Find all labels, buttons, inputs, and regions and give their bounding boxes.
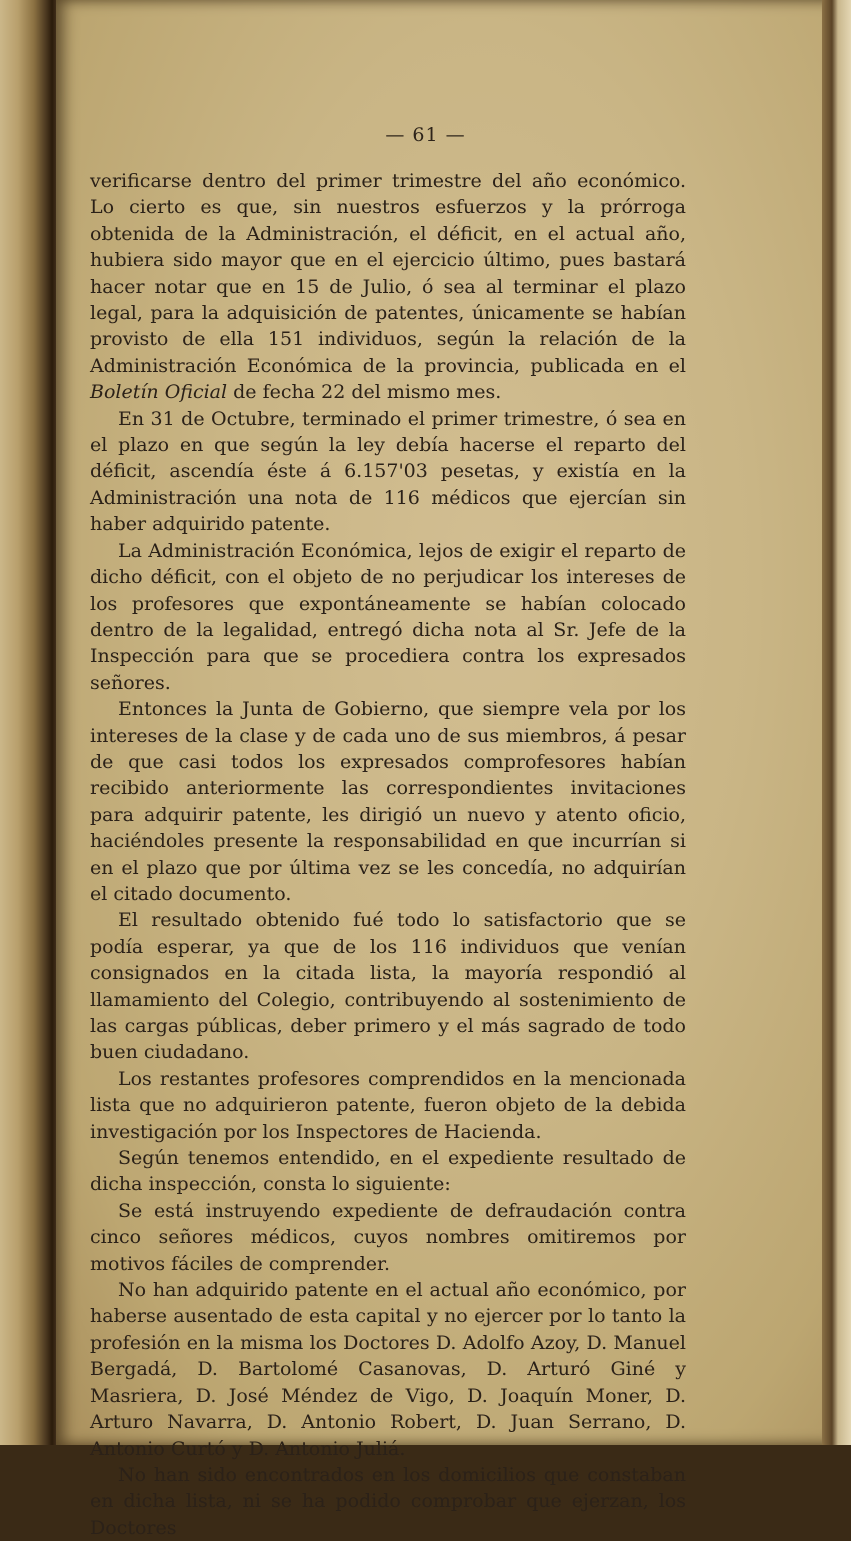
- paragraph-7: Según tenemos entendido, en el expediente resultado de dicha inspección, consta lo siguiente:: [90, 1147, 686, 1196]
- paragraph-3: La Administración Económica, lejos de exigir el reparto de dicho déficit, con el objeto de no perjudicar los intereses de los profesores que expontáneamente se habían colocado dentro de la legalidad, entregó dicha nota al Sr. Jefe de la Inspección para que se procediera contra los expresados señores.: [90, 539, 686, 694]
- paragraph-4: Entonces la Junta de Gobierno, que siempre vela por los intereses de la clase y de cada uno de sus miembros, á pesar de que casi todos los expresados comprofesores habían recibido anteriormente las correspondientes invitaciones para adquirir patente, les dirigió un nuevo y atento oficio, haciéndoles presente la responsabilidad en que incurrían si en el plazo que por última vez se les concedía, no adquirían el citado documento.: [90, 698, 686, 905]
- paragraph-9: No han adquirido patente en el actual año económico, por haberse ausentado de esta capital y no ejercer por lo tanto la profesión en la misma los Doctores D. Adolfo Azoy, D. Manuel Bergadá, D. Bartolomé Casanovas, D. Arturó Giné y Masriera, D. José Méndez de Vigo, D. Joaquín Moner, D. Arturo Navarra, D. Antonio Robert, D. Juan Serrano, D. Antonio Curtó y D. Antonio Juliá.: [90, 1279, 686, 1460]
- page-number: — 61 —: [385, 124, 466, 146]
- paragraph-1-after: de fecha 22 del mismo mes.: [227, 381, 502, 404]
- paragraph-6: Los restantes profesores comprendidos en la mencionada lista que no adquirieron patente, fueron objeto de la debida investigación por los Inspectores de Hacienda.: [90, 1067, 686, 1143]
- page-edge: [822, 0, 851, 1445]
- paragraph-1-before: verificarse dentro del primer trimestre del año económico. Lo cierto es que, sin nuestros esfuerzos y la prórroga obtenida de la Administración, el déficit, en el actual año, hubiera sido mayor que en el ejercicio último, pues bastará hacer notar que en 15 de Julio, ó sea al terminar el plazo legal, para la adquisición de patentes, únicamente se habían provisto de ella 151 individuos, según la relación de la Administración Económica de la provincia, publicada en el: [90, 170, 686, 377]
- paragraph-8: Se está instruyendo expediente de defraudación contra cinco señores médicos, cuyos nombres omitiremos por motivos fáciles de comprender.: [90, 1199, 686, 1275]
- paragraph-2: En 31 de Octubre, terminado el primer trimestre, ó sea en el plazo en que según la ley debía hacerse el reparto del déficit, ascendía éste á 6.157'03 pesetas, y existía en la Administración una nota de 116 médicos que ejercían sin haber adquirido patente.: [90, 407, 686, 536]
- book-gutter: [0, 0, 62, 1445]
- body-text: [90, 168, 686, 1541]
- paragraph-1: [90, 168, 686, 406]
- paragraph-5: El resultado obtenido fué todo lo satisfactorio que se podía esperar, ya que de los 116 individuos que venían consignados en la citada lista, la mayoría respondió al llamamiento del Colegio, contribuyendo al sostenimiento de las cargas públicas, deber primero y el más sagrado de todo buen ciudadano.: [90, 909, 686, 1064]
- boletin-oficial-title: Boletín Oficial: [90, 381, 228, 404]
- paragraph-10: No han sido encontrados en los domicilios que constaban en dicha lista, ni se ha podido comprobar que ejerzan, los Doctores: [90, 1463, 686, 1539]
